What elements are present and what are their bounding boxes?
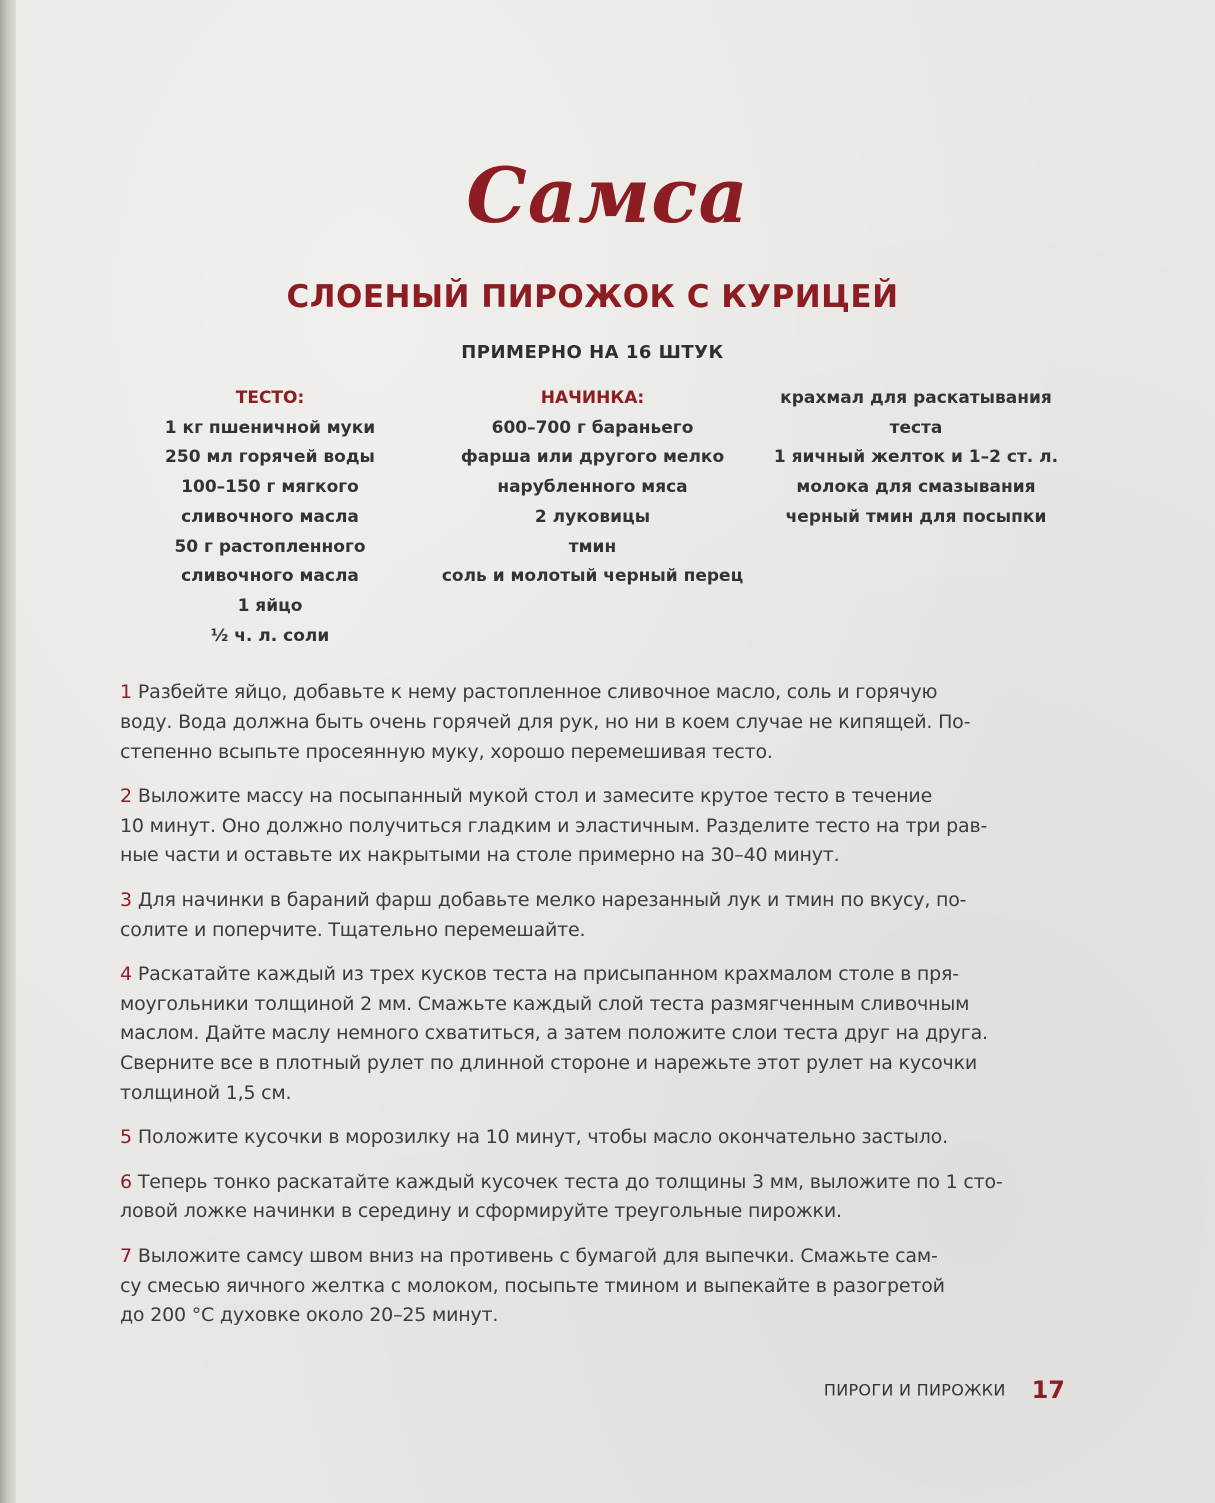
ingredient-line: ½ ч. л. соли — [210, 625, 330, 646]
step-text: Разбейте яйцо, добавьте к нему растопленное сливочное масло, соль и горячую — [137, 681, 938, 703]
ingredient-line: нарубленного мяса — [497, 477, 688, 498]
step-text: толщиной 1,5 см. — [120, 1082, 292, 1105]
step-text: Выложите массу на посыпанный мукой стол и замесите крутое тесто в течение — [137, 784, 933, 807]
step-number: 5 — [120, 1126, 132, 1149]
recipe-yield: ПРИМЕРНО НА 16 ШТУК — [461, 342, 724, 363]
step-text: степенно всыпьте просеянную муку, хорошо перемешивая тесто. — [120, 740, 773, 763]
ingredients-extra — [765, 384, 1067, 533]
recipe-steps — [120, 678, 1070, 1346]
recipe-step — [120, 1242, 1070, 1331]
ingredient-line: молока для смазывания — [796, 477, 1036, 498]
page-footer — [700, 1376, 1065, 1404]
recipe-step — [120, 960, 1070, 1109]
ingredient-line: 250 мл горячей воды — [165, 447, 375, 468]
dough-heading: ТЕСТО: — [235, 388, 305, 408]
ingredient-line: соль и молотый черный перец — [441, 566, 744, 587]
step-text: Выложите самсу швом вниз на противень с бумагой для выпечки. Смажьте сам- — [137, 1244, 938, 1267]
recipe-step — [120, 1123, 1070, 1153]
ingredient-line: 2 луковицы — [534, 506, 651, 527]
step-number: 4 — [120, 962, 132, 985]
filling-heading: НАЧИНКА: — [540, 388, 645, 408]
recipe-step — [120, 1168, 1070, 1228]
ingredient-line: теста — [889, 417, 943, 438]
step-text: Для начинки в бараний фарш добавьте мелко нарезанный лук и тмин по вкусу, по- — [137, 888, 967, 911]
page-number: 17 — [1031, 1376, 1065, 1404]
ingredients-filling — [420, 384, 765, 592]
ingredient-line: фарша или другого мелко — [460, 447, 725, 468]
recipe-title: Самса — [466, 151, 749, 240]
step-text: Теперь тонко раскатайте каждый кусочек теста до толщины 3 мм, выложите по 1 сто- — [137, 1170, 1003, 1193]
step-text: ловой ложке начинки в середину и сформируйте треугольные пирожки. — [120, 1200, 842, 1223]
step-text: 10 минут. Оно должно получиться гладким и эластичным. Разделите тесто на три рав- — [120, 814, 988, 837]
step-text: моугольники толщиной 2 мм. Смажьте каждый слой теста размягченным сливочным — [120, 992, 970, 1015]
step-number: 3 — [120, 888, 132, 911]
ingredient-line: 1 яйцо — [237, 595, 303, 616]
ingredient-line: 100–150 г мягкого — [181, 477, 359, 498]
step-number: 2 — [120, 784, 132, 807]
step-number: 1 — [120, 681, 132, 703]
recipe-subtitle: СЛОЕНЫЙ ПИРОЖОК С КУРИЦЕЙ — [286, 279, 899, 315]
ingredient-line: 600–700 г бараньего — [491, 417, 694, 438]
ingredient-line: сливочного масла — [181, 566, 359, 587]
ingredient-line: 1 яичный желток и 1–2 ст. л. — [773, 447, 1059, 468]
step-text: су смесью яичного желтка с молоком, посыпьте тмином и выпекайте в разогретой — [120, 1274, 945, 1297]
step-number: 7 — [120, 1244, 132, 1267]
recipe-step — [120, 782, 1070, 871]
ingredient-line: 1 кг пшеничной муки — [164, 417, 376, 438]
step-text: Раскатайте каждый из трех кусков теста на присыпанном крахмалом столе в пря- — [137, 962, 959, 985]
step-text: маслом. Дайте маслу немного схватиться, а затем положите слои теста друг на друга. — [120, 1022, 988, 1045]
step-text: воду. Вода должна быть очень горячей для рук, но ни в коем случае не кипящей. По- — [120, 710, 971, 733]
ingredient-line: тмин — [568, 536, 617, 557]
recipe-step — [120, 678, 1070, 767]
step-text: Сверните все в плотный рулет по длинной стороне и нарежьте этот рулет на кусочки — [120, 1052, 977, 1075]
ingredient-line: черный тмин для посыпки — [785, 506, 1047, 527]
ingredient-line: крахмал для раскатывания — [780, 388, 1052, 408]
section-name: ПИРОГИ И ПИРОЖКИ — [823, 1380, 1006, 1400]
step-text: Положите кусочки в морозилку на 10 минут, чтобы масло окончательно застыло. — [137, 1126, 948, 1149]
step-number: 6 — [120, 1170, 132, 1193]
step-text: до 200 °C духовке около 20–25 минут. — [120, 1304, 499, 1327]
ingredient-line: сливочного масла — [181, 506, 359, 527]
recipe-step — [120, 886, 1070, 946]
ingredient-line: 50 г растопленного — [174, 536, 366, 557]
ingredients-dough — [120, 384, 420, 651]
step-text: ные части и оставьте их накрытыми на столе примерно на 30–40 минут. — [120, 844, 840, 867]
step-text: солите и поперчите. Тщательно перемешайте. — [120, 918, 586, 941]
